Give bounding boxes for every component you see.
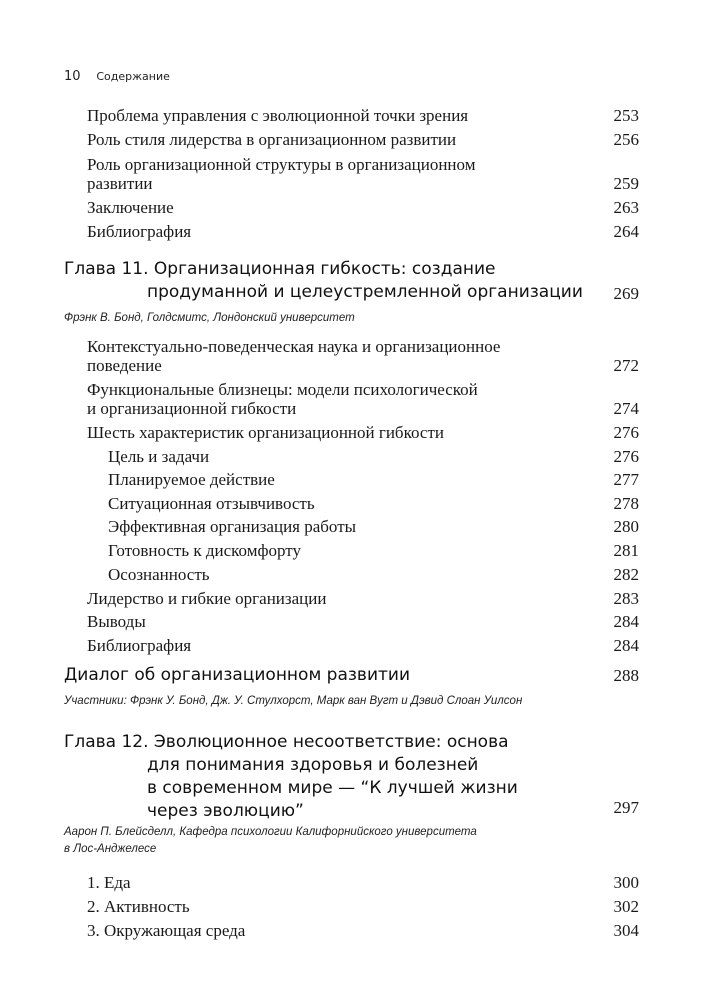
chapter-page: 297 xyxy=(613,798,639,817)
chapter-title-line: Глава 11. Организационная гибкость: создание xyxy=(64,259,496,279)
toc-entry-title: Ситуационная отзывчивость xyxy=(108,494,315,513)
toc-entry-title: Функциональные близнецы: модели психологической xyxy=(87,380,478,399)
toc-entry-page: 283 xyxy=(613,589,639,608)
running-header xyxy=(64,69,170,84)
toc-entry-title: Библиография xyxy=(87,222,192,241)
toc-entry-title: развитии xyxy=(87,174,153,193)
toc-entry-page: 284 xyxy=(613,636,639,655)
chapter-page: 269 xyxy=(613,284,639,303)
toc-entry-title: Заключение xyxy=(87,198,174,217)
chapter-title-line: продуманной и целеустремленной организации xyxy=(147,282,583,302)
toc-entry-page: 274 xyxy=(613,399,639,418)
toc-entry-title: Проблема управления с эволюционной точки зрения xyxy=(87,106,469,125)
toc-entry-page: 253 xyxy=(613,106,639,125)
chapter-title-line: в современном мире — “К лучшей жизни xyxy=(147,778,518,798)
chapter-author xyxy=(64,824,477,858)
toc-entry-title: Роль организационной структуры в организационном xyxy=(87,155,476,174)
toc-entry-title: Выводы xyxy=(87,612,146,631)
chapter-author-line: в Лос-Анджелесе xyxy=(64,843,157,855)
chapter-title-line: через эволюцию” xyxy=(147,801,304,821)
toc-entry-page: 263 xyxy=(613,198,639,217)
chapter-author-line: Аарон П. Блейсделл, Кафедра психологии Калифорнийского университета xyxy=(64,826,477,838)
toc-entry-title: 1. Еда xyxy=(87,873,131,892)
toc-entry-title: Библиография xyxy=(87,636,192,655)
chapter-heading xyxy=(64,731,518,823)
toc-entry-page: 302 xyxy=(613,897,639,916)
section-title: Содержание xyxy=(96,70,170,83)
dialog-page: 288 xyxy=(613,666,639,685)
toc-entry-page: 300 xyxy=(613,873,639,892)
chapter-author: Фрэнк В. Бонд, Голдсмитс, Лондонский университет xyxy=(64,312,355,324)
dialog-heading xyxy=(64,664,410,687)
toc-entry-page: 272 xyxy=(613,356,639,375)
toc-entry-page: 278 xyxy=(613,494,639,513)
toc-entry-title: Шесть характеристик организационной гибкости xyxy=(87,423,444,442)
chapter-heading xyxy=(64,258,583,304)
toc-entry-title: и организационной гибкости xyxy=(87,399,297,418)
page-number: 10 xyxy=(64,69,81,84)
toc-entry-page: 280 xyxy=(613,517,639,536)
toc-entry-page: 281 xyxy=(613,541,639,560)
chapter-title-line: для понимания здоровья и болезней xyxy=(147,755,479,775)
toc-entry-title: Осознанность xyxy=(108,565,210,584)
toc-entry-page: 264 xyxy=(613,222,639,241)
toc-entry-title: Планируемое действие xyxy=(108,470,275,489)
dialog-participants: Участники: Фрэнк У. Бонд, Дж. У. Стулхорст, Марк ван Вугт и Дэвид Слоан Уилсон xyxy=(64,695,523,707)
toc-entry-title: Цель и задачи xyxy=(108,447,210,466)
toc-entry-page: 276 xyxy=(613,447,639,466)
toc-entry-title: 3. Окружающая среда xyxy=(87,921,246,940)
toc-entry-page: 256 xyxy=(613,130,639,149)
toc-entry-title: поведение xyxy=(87,356,162,375)
toc-entry-page: 282 xyxy=(613,565,639,584)
dialog-title: Диалог об организационном развитии xyxy=(64,665,410,685)
toc-entry-title: 2. Активность xyxy=(87,897,190,916)
toc-entry-page: 277 xyxy=(613,470,639,489)
toc-entry-title: Контекстуально-поведенческая наука и организационное xyxy=(87,337,501,356)
toc-entry-page: 304 xyxy=(613,921,639,940)
chapter-title-line: Глава 12. Эволюционное несоответствие: основа xyxy=(64,732,509,752)
toc-entry-page: 284 xyxy=(613,612,639,631)
toc-entry-title: Эффективная организация работы xyxy=(108,517,357,536)
toc-entry-title: Готовность к дискомфорту xyxy=(108,541,301,560)
toc-entry-title: Роль стиля лидерства в организационном развитии xyxy=(87,130,457,149)
toc-entry-page: 276 xyxy=(613,423,639,442)
toc-entry-page: 259 xyxy=(613,174,639,193)
toc-entry-title: Лидерство и гибкие организации xyxy=(87,589,327,608)
